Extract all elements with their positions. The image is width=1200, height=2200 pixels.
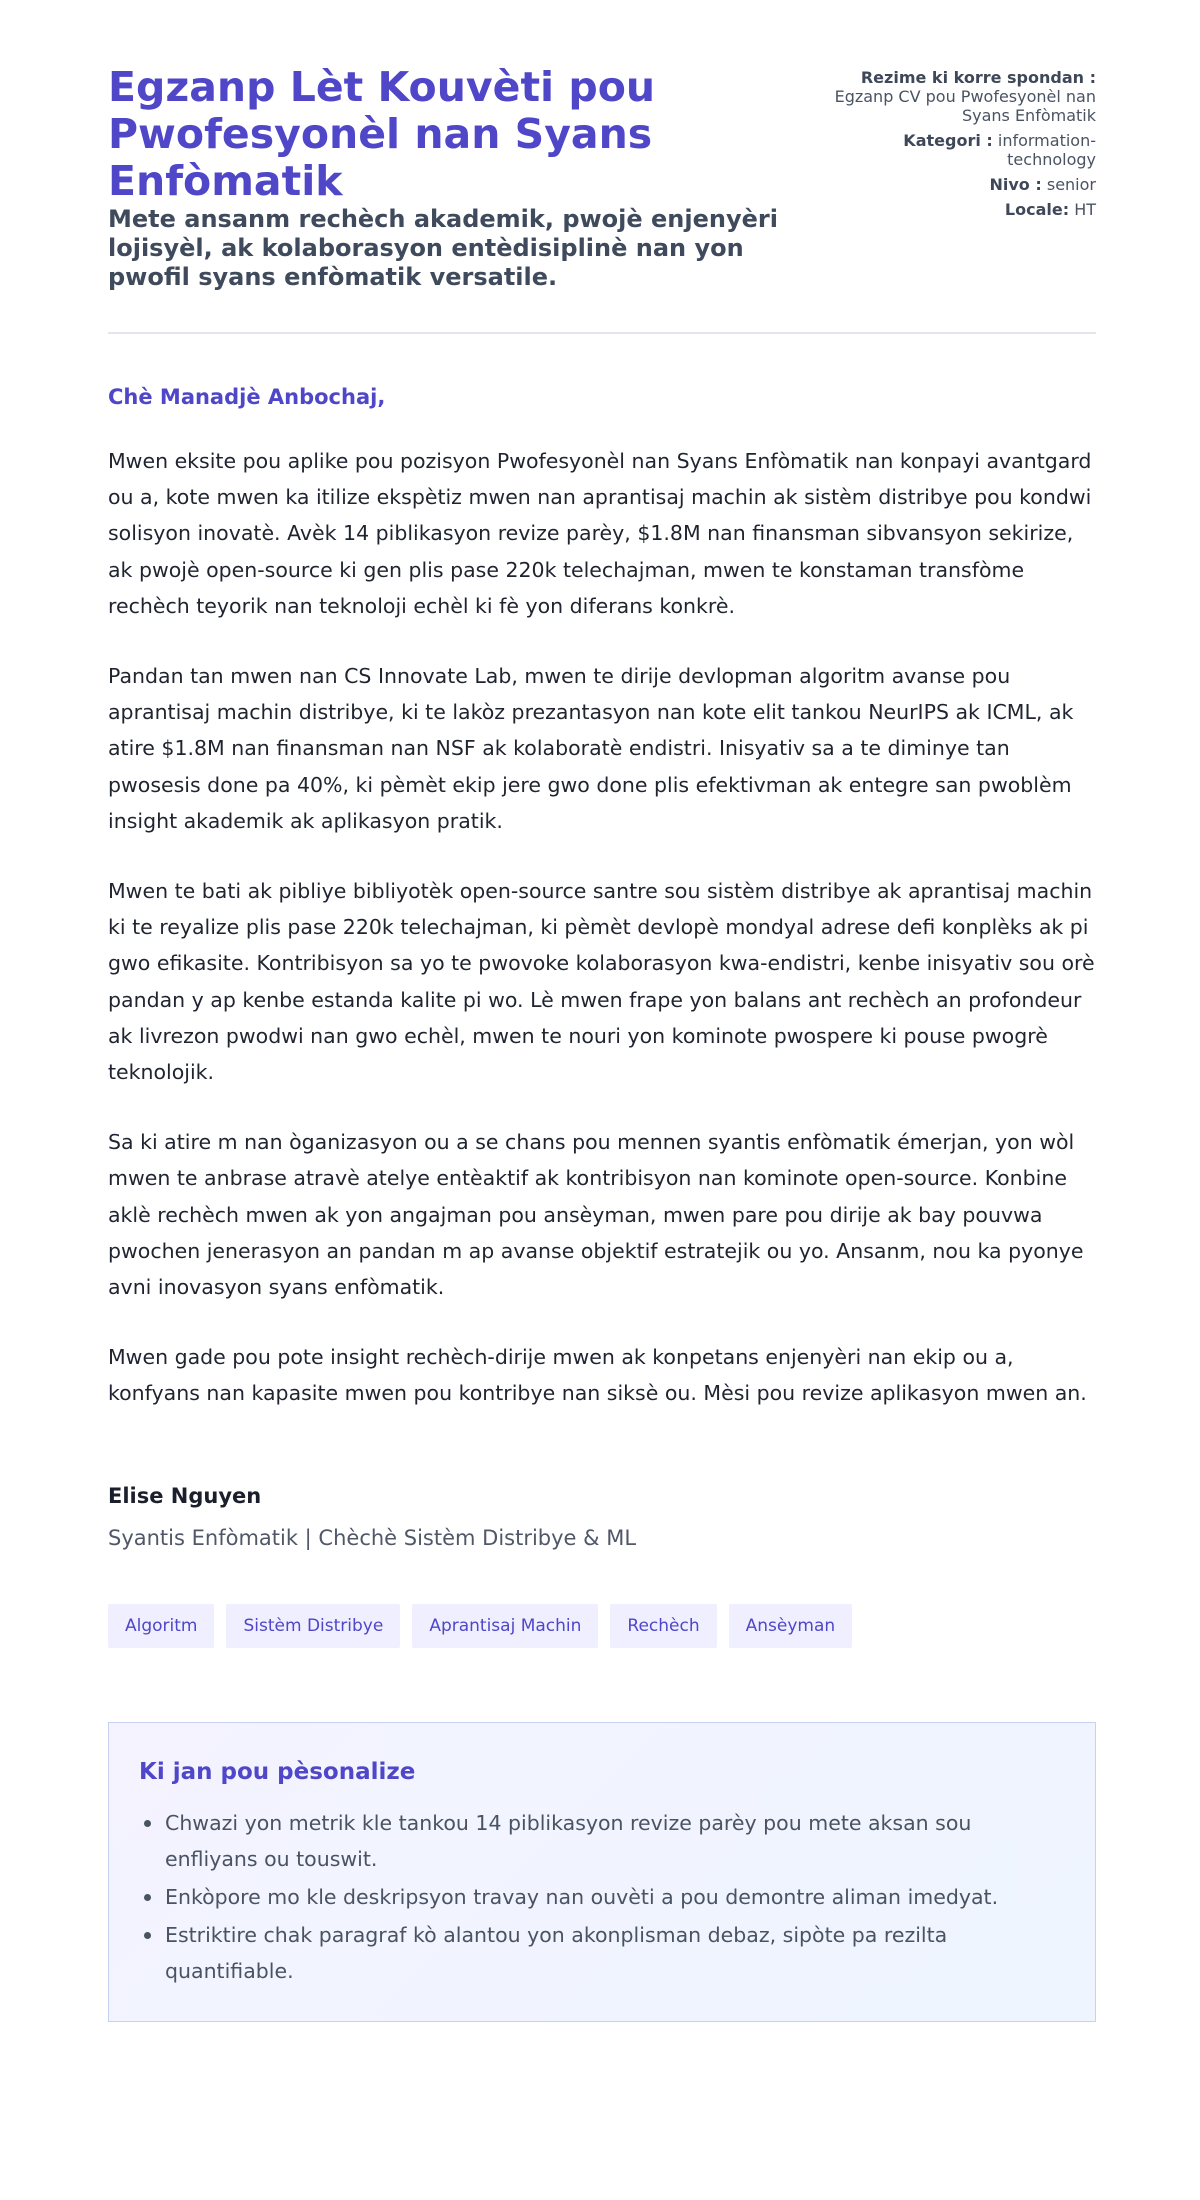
- customization-tips-box: [108, 1722, 1096, 2022]
- meta-key: Nivo :: [989, 175, 1042, 194]
- document-header: [108, 0, 1096, 333]
- page-subtitle: Mete ansanm rechèch akademik, pwojè enjenyèri lojisyèl, ak kolaborasyon entèdisiplinè nan yon pwofil syans enfòmatik versatile.: [108, 205, 778, 291]
- skill-tag: Aprantisaj Machin: [412, 1604, 598, 1648]
- title-block: [108, 64, 828, 292]
- tips-title: Ki jan pou pèsonalize: [139, 1758, 416, 1785]
- letter-paragraph: Mwen eksite pou aplike pou pozisyon Pwofesyonèl nan Syans Enfòmatik nan konpayi avantgard ou a, kote mwen ka itilize ekspètiz mwen nan aprantisaj machin ak sistèm distribye pou kondwi solisyon inovatè. Avèk 14 piblikasyon revize parèy, $1.8M nan finansman sibvansyon sekirize, ak pwojè open-source ki gen plis pase 220k telechajman, mwen te konstaman transfòme rechèch teyorik nan teknoloji echèl ki fè yon diferans konkrè.: [108, 449, 1092, 618]
- meta-value: HT: [1074, 200, 1096, 219]
- skill-tag: Ansèyman: [729, 1604, 853, 1648]
- signature-role: Syantis Enfòmatik | Chèchè Sistèm Distribye & ML: [108, 1525, 637, 1550]
- meta-key: Rezime ki korre spondan :: [860, 68, 1096, 87]
- header-divider: [108, 332, 1096, 334]
- tips-item: Chwazi yon metrik kle tankou 14 piblikasyon revize parèy pou mete aksan sou enfliyans ou touswit.: [139, 1805, 1065, 1877]
- meta-key: Locale:: [1004, 200, 1070, 219]
- page-title: Egzanp Lèt Kouvèti pou Pwofesyonèl nan Syans Enfòmatik: [108, 63, 656, 205]
- cover-letter-page: [108, 0, 1096, 2022]
- meta-value: Egzanp CV pou Pwofesyonèl nan Syans Enfòmatik: [834, 87, 1096, 125]
- letter-greeting: Chè Manadjè Anbochaj,: [108, 385, 386, 409]
- meta-locale: [826, 200, 1096, 219]
- meta-category: [826, 131, 1096, 169]
- skill-tag: Sistèm Distribye: [226, 1604, 400, 1648]
- meta-value: senior: [1046, 175, 1096, 194]
- meta-key: Kategori :: [903, 131, 993, 150]
- meta-related-resume: [826, 68, 1096, 125]
- skill-tag: Algoritm: [108, 1604, 214, 1648]
- meta-value: information-technology: [997, 131, 1096, 169]
- skill-tags: [108, 1604, 1096, 1648]
- tips-item: Enkòpore mo kle deskripsyon travay nan ouvèti a pou demontre aliman imedyat.: [139, 1879, 1065, 1915]
- tips-list: [139, 1805, 1065, 1989]
- signature-name: Elise Nguyen: [108, 1483, 262, 1508]
- letter-body: [108, 383, 1096, 1552]
- skill-tag: Rechèch: [610, 1604, 716, 1648]
- tips-item: Estriktire chak paragraf kò alantou yon akonplisman debaz, sipòte pa rezilta quantifiable.: [139, 1917, 1065, 1989]
- letter-paragraph: Sa ki atire m nan òganizasyon ou a se chans pou mennen syantis enfòmatik émerjan, yon wòl mwen te anbrase atravè atelye entèaktif ak kontribisyon nan kominote open-source. Konbine aklè rechèch mwen ak yon angajman pou ansèyman, mwen pare pou dirije ak bay pouvwa pwochen jenerasyon an pandan m ap avanse objektif estratejik ou yo. Ansanm, nou ka pyonye avni inovasyon syans enfòmatik.: [108, 1130, 1084, 1300]
- letter-paragraph: Mwen gade pou pote insight rechèch-dirije mwen ak konpetans enjenyèri nan ekip ou a, konfyans nan kapasite mwen pou kontribye nan siksè ou. Mèsi pou revize aplikasyon mwen an.: [108, 1345, 1087, 1406]
- letter-paragraph: Mwen te bati ak pibliye bibliyotèk open-source santre sou sistèm distribye ak aprantisaj machin ki te reyalize plis pase 220k telechajman, ki pèmèt devlopè mondyal adrese defi konplèks ak pi gwo efikasite. Kontribisyon sa yo te pwovoke kolaborasyon kwa-endistri, kenbe inisyativ sou orè pandan y ap kenbe estanda kalite pi wo. Lè mwen frape yon balans ant rechèch an profondeur ak livrezon pwodwi nan gwo echèl, mwen te nouri yon kominote pwospere ki pouse pwogrè teknolojik.: [108, 879, 1095, 1085]
- letter-paragraph: Pandan tan mwen nan CS Innovate Lab, mwen te dirije devlopman algoritm avanse pou aprantisaj machin distribye, ki te lakòz prezantasyon nan kote elit tankou NeurIPS ak ICML, ak atire $1.8M nan finansman nan NSF ak kolaboratè endistri. Inisyativ sa a te diminye tan pwosesis done pa 40%, ki pèmèt ekip jere gwo done plis efektivman ak entegre san pwoblèm insight akademik ak aplikasyon pratik.: [108, 664, 1074, 833]
- meta-level: [826, 175, 1096, 194]
- metadata-panel: [826, 68, 1096, 225]
